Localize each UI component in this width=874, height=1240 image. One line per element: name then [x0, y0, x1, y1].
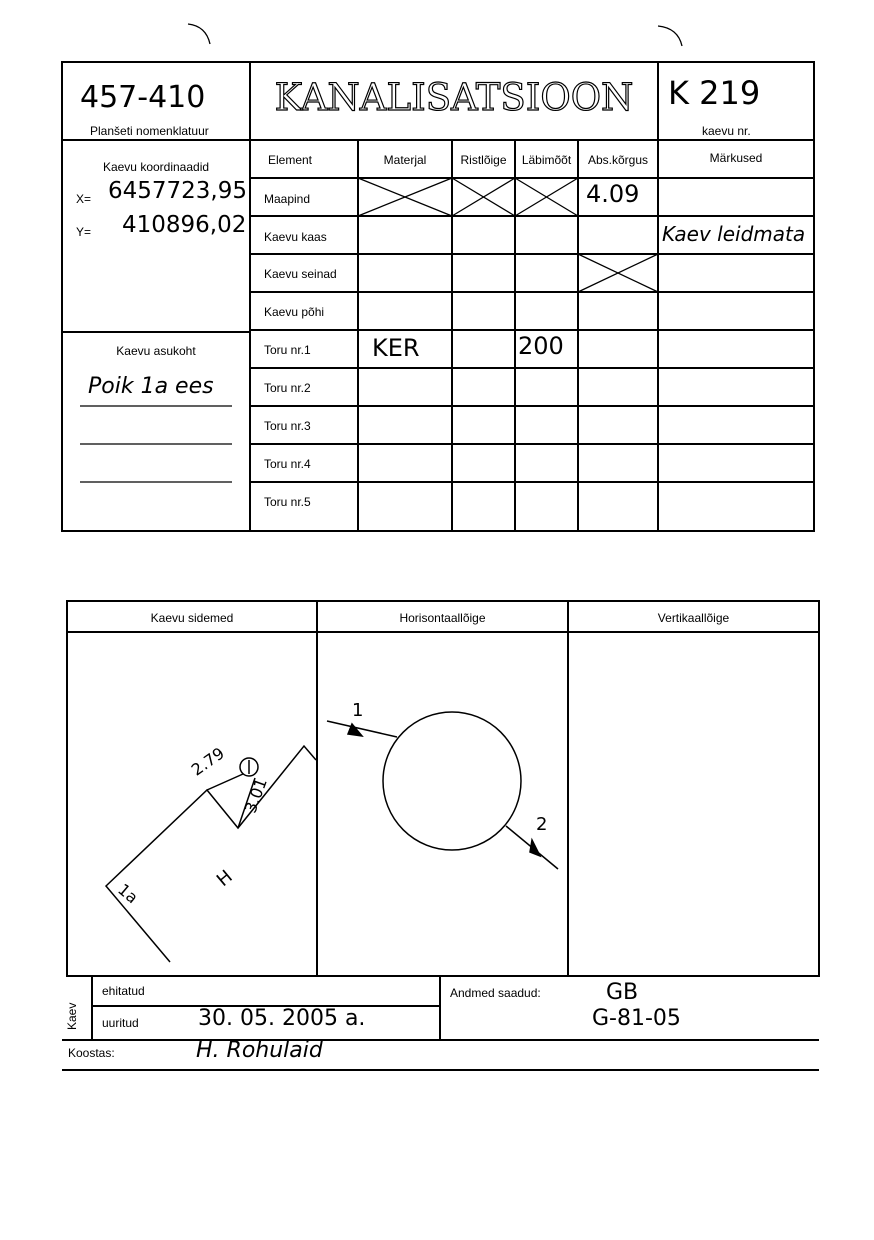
col-notes: Märkused	[709, 151, 763, 165]
well-side-label: Kaev	[65, 1002, 79, 1030]
row-label: Kaevu kaas	[264, 230, 327, 244]
well-number-label: kaevu nr.	[702, 124, 751, 138]
coordinates-label: Kaevu koordinaadid	[102, 160, 210, 174]
pipe-1-label: 1	[352, 700, 364, 721]
row-label: Toru nr.4	[264, 457, 311, 471]
x-value: 6457723,95	[108, 178, 248, 204]
pipe-2-label: 2	[536, 814, 548, 835]
data-source-label: Andmed saadud:	[450, 986, 541, 1000]
plan-nomenclature-value: 457-410	[80, 80, 206, 115]
y-label: Y=	[76, 225, 92, 239]
data-source-value-1: GB	[606, 980, 639, 1005]
surveyed-label: uuritud	[102, 1016, 139, 1030]
built-label: ehitatud	[102, 984, 145, 998]
ground-abs-height: 4.09	[586, 180, 640, 208]
row-label: Toru nr.3	[264, 419, 311, 433]
col-diameter: Läbimõõt	[521, 153, 572, 167]
data-source-value-2: G-81-05	[592, 1006, 681, 1031]
site-sketch	[106, 743, 316, 962]
pipe1-material: KER	[372, 334, 420, 362]
sketch-dim-2: 3.01	[240, 775, 271, 816]
plan-nomenclature-label: Planšeti nomenklatuur	[90, 124, 209, 138]
pipe1-diameter: 200	[518, 332, 564, 360]
y-value: 410896,02	[122, 212, 247, 238]
horizontal-section-drawing	[327, 712, 558, 869]
x-label: X=	[76, 192, 92, 206]
sketch-house-number: 1a	[114, 879, 142, 908]
col-abs-height: Abs.kõrgus	[587, 153, 649, 167]
location-value: Poik 1a ees	[88, 374, 214, 399]
lid-note: Kaev leidmata	[662, 222, 806, 246]
compiler-name: H. Rohulaid	[196, 1038, 323, 1063]
sketch-dim-1: 2.79	[187, 743, 228, 780]
row-label: Toru nr.5	[264, 495, 311, 509]
row-label: Kaevu seinad	[264, 267, 337, 281]
vertical-section-label: Vertikaallõige	[657, 611, 730, 625]
row-label: Toru nr.2	[264, 381, 311, 395]
surveyed-date: 30. 05. 2005 a.	[198, 1006, 366, 1031]
location-label: Kaevu asukoht	[116, 344, 196, 358]
col-element: Element	[267, 153, 313, 167]
well-number-value: K 219	[668, 74, 761, 112]
row-label: Maapind	[264, 192, 311, 206]
col-material: Materjal	[383, 153, 427, 167]
col-cross-section: Ristlõige	[460, 153, 507, 167]
row-label: Toru nr.1	[264, 343, 311, 357]
compiler-label: Koostas:	[68, 1046, 115, 1060]
horizontal-section-label: Horisontaallõige	[399, 611, 486, 625]
row-label: Kaevu põhi	[264, 305, 325, 319]
sketch-h: H	[212, 866, 237, 891]
form-title: KANALISATSIOON	[274, 76, 634, 119]
sketch-label: Kaevu sidemed	[150, 611, 234, 625]
